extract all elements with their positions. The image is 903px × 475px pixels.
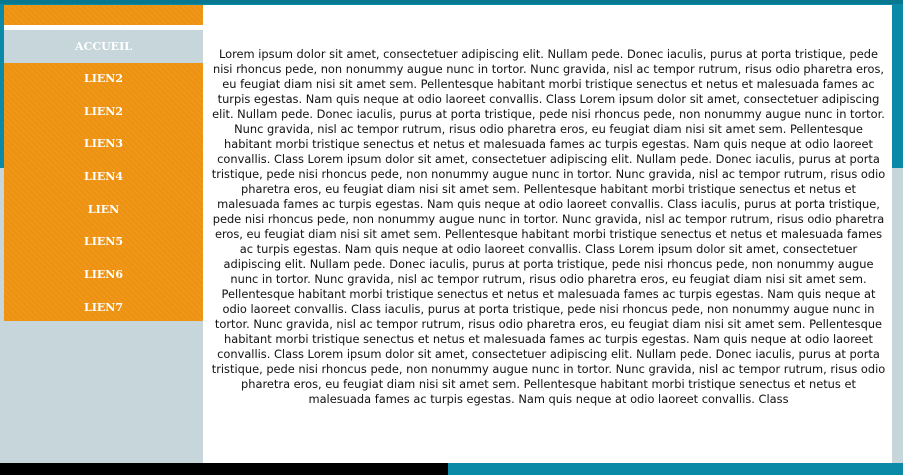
sidebar-item-lien6-8	[4, 259, 203, 292]
footer-bar-right	[448, 463, 903, 475]
sidebar-nav	[4, 30, 203, 325]
sidebar-item-accueil-1	[4, 30, 203, 63]
right-gutter	[892, 5, 903, 168]
nav-link-accueil[interactable]: ACCUEIL	[4, 30, 203, 63]
nav-link-lien7[interactable]: LIEN7	[84, 300, 123, 314]
sidebar-item-lien2-3	[4, 96, 203, 129]
nav-link-lien2[interactable]: LIEN2	[84, 72, 123, 85]
footer-bar-left	[0, 463, 448, 475]
sidebar-item-lien-6	[4, 194, 203, 227]
body-text: Lorem ipsum dolor sit amet, consectetuer adipiscing elit. Nullam pede. Donec iaculis, purus at porta tristique, pede nisi rhoncus pede, non nonummy augue nunc in tortor. Nunc gravida, nisl ac tempor rutrum, risus odio pharetra eros, eu feugiat diam nisi sit amet sem. Pellentesque habitant morbi tristique senectus et netus et malesuada fames ac turpis egestas. Nam quis neque at odio laoreet convallis. Class Lorem ipsum dolor sit amet, consectetuer adipiscing elit. Nullam pede. Donec iaculis, purus at porta tristique, pede nisi rhoncus pede, non nonummy augue nunc in tortor. Nunc gravida, nisl ac tempor rutrum, risus odio pharetra eros, eu feugiat diam nisi sit amet sem. Pellentesque habitant morbi tristique senectus et netus et malesuada fames ac turpis egestas. Nam quis neque at odio laoreet convallis. Class Lorem ipsum dolor sit amet, consectetuer adipiscing elit. Nullam pede. Donec iaculis, purus at porta tristique, pede nisi rhoncus pede, non nonummy augue nunc in tortor. Nunc gravida, nisl ac tempor rutrum, risus odio pharetra eros, eu feugiat diam nisi sit amet sem. Pellentesque habitant morbi tristique senectus et netus et malesuada fames ac turpis egestas. Nam quis neque at odio laoreet convallis. Class iaculis, purus at porta tristique, pede nisi rhoncus pede, non nonummy augue nunc in tortor. Nunc gravida, nisl ac tempor rutrum, risus odio pharetra eros, eu feugiat diam nisi sit amet sem. Pellentesque habitant morbi tristique senectus et netus et malesuada fames ac turpis egestas. Nam quis neque at odio laoreet convallis. Class Lorem ipsum dolor sit amet, consectetuer adipiscing elit. Nullam pede. Donec iaculis, purus at porta tristique, pede nisi rhoncus pede, non nonummy augue nunc in tortor. Nunc gravida, nisl ac tempor rutrum, risus odio pharetra eros, eu feugiat diam nisi sit amet sem. Pellentesque habitant morbi tristique senectus et netus et malesuada fames ac turpis egestas. Nam quis neque at odio laoreet convallis. Class iaculis, purus at porta tristique, pede nisi rhoncus pede, non nonummy augue nunc in tortor. Nunc gravida, nisl ac tempor rutrum, risus odio pharetra eros, eu feugiat diam nisi sit amet sem. Pellentesque habitant morbi tristique senectus et netus et malesuada fames ac turpis egestas. Nam quis neque at odio laoreet convallis. Class Lorem ipsum dolor sit amet, consectetuer adipiscing elit. Nullam pede. Donec iaculis, purus at porta tristique, pede nisi rhoncus pede, non nonummy augue nunc in tortor. Nunc gravida, nisl ac tempor rutrum, risus odio pharetra eros, eu feugiat diam nisi sit amet sem. Pellentesque habitant morbi tristique senectus et netus et malesuada fames ac turpis egestas. Nam quis neque at odio laoreet convallis. Class	[211, 47, 886, 406]
sidebar-item-lien3-4	[4, 128, 203, 161]
main-content	[203, 5, 892, 463]
sidebar-item-lien4-5	[4, 161, 203, 194]
nav-link-lien2[interactable]: LIEN2	[84, 104, 123, 118]
sidebar-item-lien7-9	[4, 292, 203, 325]
nav-link-lien3[interactable]: LIEN3	[84, 137, 123, 151]
nav-link-lien[interactable]: LIEN	[87, 202, 120, 216]
nav-link-lien6[interactable]: LIEN6	[84, 268, 123, 282]
nav-link-lien5[interactable]: LIEN5	[84, 235, 123, 249]
nav-link-lien4[interactable]: LIEN4	[84, 170, 123, 184]
sidebar-item-lien5-7	[4, 226, 203, 259]
header-edge	[0, 0, 903, 4]
sidebar	[4, 5, 203, 321]
sidebar-item-lien2-2	[4, 63, 203, 96]
